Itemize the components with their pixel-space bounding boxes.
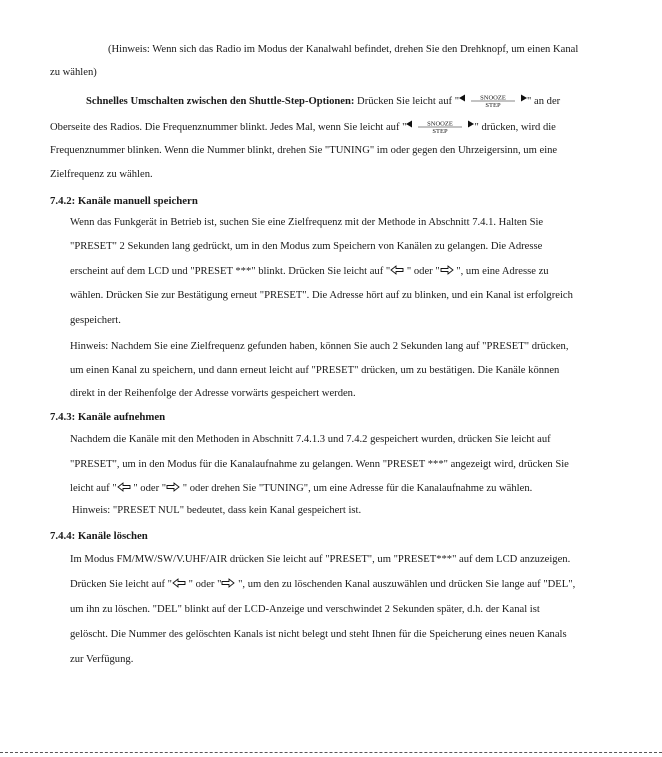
- section-744-line: zur Verfügung.: [70, 654, 134, 665]
- right-arrow-icon: [166, 482, 180, 492]
- text: Oberseite des Radios. Die Frequenznummer blinkt. Jedes Mal, wenn Sie leicht auf ": [50, 122, 407, 133]
- section-heading-742: 7.4.2: Kanäle manuell speichern: [50, 195, 198, 207]
- left-arrow-icon: [117, 482, 131, 492]
- shuttle-paragraph-line: [86, 94, 560, 108]
- section-742-line: direkt in der Reihenfolge der Adresse vorwärts gespeichert werden.: [70, 388, 356, 399]
- section-744-line: gelöscht. Die Nummer des gelöschten Kanals ist nicht belegt und steht Ihnen für die Speicherung eines neuen Kanals: [70, 629, 567, 640]
- section-742-line: um einen Kanal zu speichern, und dann erneut leicht auf "PRESET" drücken, um zu bestätigen. Die Kanäle können: [70, 365, 560, 376]
- text: Drücken Sie leicht auf ": [354, 96, 460, 107]
- text: Drücken Sie leicht auf ": [70, 579, 172, 590]
- text: " oder ": [130, 483, 167, 494]
- section-742-line: wählen. Drücken Sie zur Bestätigung erneut "PRESET". Die Adresse hört auf zu blinken, und ein Kanal ist erfolgreich: [70, 290, 573, 301]
- section-742-line: [70, 265, 549, 279]
- left-arrow-icon: [172, 578, 186, 588]
- section-742-line: "PRESET" 2 Sekunden lang gedrückt, um in den Modus zum Speichern von Kanälen zu gelangen. Die Adresse: [70, 241, 543, 252]
- text: " oder drehen Sie "TUNING", um eine Adresse für die Kanalaufnahme zu wählen.: [180, 483, 533, 494]
- snooze-label: SNOOZE: [427, 120, 454, 128]
- step-label: STEP: [485, 102, 501, 108]
- snooze-step-icon: [406, 120, 474, 134]
- text: " oder ": [404, 266, 440, 277]
- section-743-line: Hinweis: "PRESET NUL" bedeutet, dass kein Kanal gespeichert ist.: [72, 505, 362, 516]
- step-label: STEP: [432, 128, 449, 134]
- shuttle-paragraph-line: Zielfrequenz zu wählen.: [50, 169, 153, 180]
- hint-line: zu wählen): [50, 67, 97, 78]
- hint-line: (Hinweis: Wenn sich das Radio im Modus der Kanalwahl befindet, drehen Sie den Drehknopf, um einen Kanal: [108, 44, 579, 55]
- text: " drücken, wird die: [474, 122, 556, 133]
- section-743-line: Nachdem die Kanäle mit den Methoden in Abschnitt 7.4.1.3 und 7.4.2 gespeichert wurden, drücken Sie leicht auf: [70, 434, 551, 445]
- right-arrow-icon: [440, 265, 454, 275]
- section-742-line: gespeichert.: [70, 315, 121, 326]
- text: erscheint auf dem LCD und "PRESET ***" blinkt. Drücken Sie leicht auf ": [70, 266, 391, 277]
- text: ", um den zu löschenden Kanal auszuwählen und drücken Sie lange auf "DEL",: [235, 579, 576, 590]
- snooze-label: SNOOZE: [480, 94, 506, 102]
- text: " an der: [527, 96, 561, 107]
- section-743-line: "PRESET", um in den Modus für die Kanalaufnahme zu gelangen. Wenn "PRESET ***" angezeigt wird, drücken Sie: [70, 459, 569, 470]
- text: " oder ": [186, 579, 222, 590]
- section-heading-744: 7.4.4: Kanäle löschen: [50, 530, 148, 542]
- left-arrow-icon: [390, 265, 404, 275]
- section-743-line: [70, 482, 532, 496]
- shuttle-paragraph-line: [50, 120, 556, 134]
- right-arrow-icon: [221, 578, 235, 588]
- text: ", um eine Adresse zu: [453, 266, 549, 277]
- section-742-line: Hinweis: Nachdem Sie eine Zielfrequenz gefunden haben, können Sie auch 2 Sekunden lang auf "PRESET" drücken,: [70, 341, 569, 352]
- section-742-line: Wenn das Funkgerät in Betrieb ist, suchen Sie eine Zielfrequenz mit der Methode in Abschnitt 7.4.1. Halten Sie: [70, 217, 544, 228]
- section-heading-743: 7.4.3: Kanäle aufnehmen: [50, 411, 166, 423]
- snooze-step-icon: [459, 94, 527, 108]
- page-bottom-divider: [0, 752, 662, 753]
- shuttle-heading: Schnelles Umschalten zwischen den Shuttle-Step-Optionen:: [86, 96, 355, 107]
- text: leicht auf ": [70, 483, 117, 494]
- section-744-line: Im Modus FM/MW/SW/V.UHF/AIR drücken Sie leicht auf "PRESET", um "PRESET***" auf dem LCD anzuzeigen.: [70, 554, 571, 565]
- section-744-line: [70, 578, 575, 592]
- shuttle-paragraph-line: Frequenznummer blinken. Wenn die Nummer blinkt, drehen Sie "TUNING" im oder gegen den Uhrzeigersinn, um eine: [50, 145, 558, 156]
- section-744-line: um ihn zu löschen. "DEL" blinkt auf der LCD-Anzeige und verschwindet 2 Sekunden später, d.h. der Kanal ist: [70, 604, 540, 615]
